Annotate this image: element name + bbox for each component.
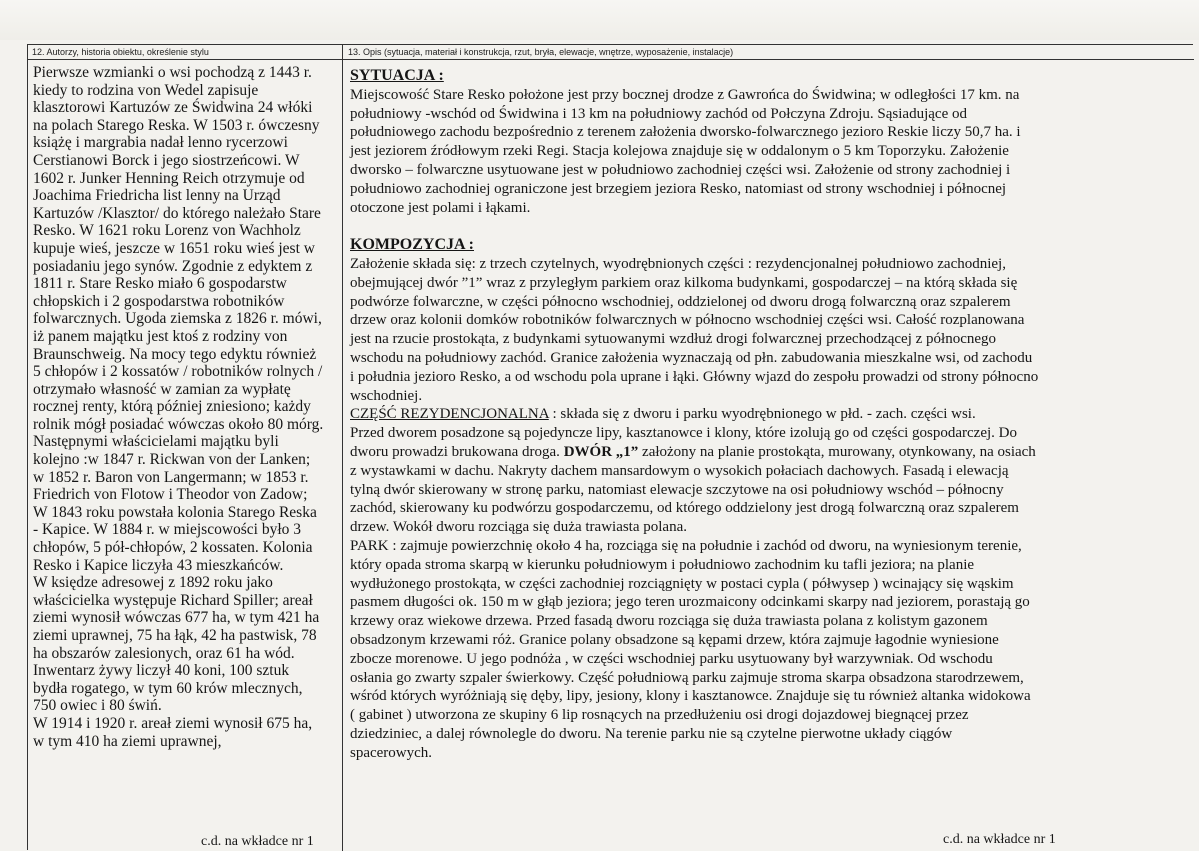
history-line: na polach Starego Reska. W 1503 r. ówczesny (33, 116, 320, 134)
sytuacja-line: dworsko – folwarczne usytuowane jest w południowo zachodniej części wsi. Założenie od strony zachodniej i (350, 161, 1011, 178)
rezydencjonalna-line: Przed dworem posadzone są pojedyncze lipy, kasztanowce i klony, które izolują go od części gospodarczej. Do (350, 425, 1017, 442)
history-line: chłopów, 5 pół-chłopów, 2 kossaten. Kolonia (33, 539, 313, 557)
form-sheet (27, 44, 1193, 850)
history-line: folwarcznych. Ugoda ziemska z 1826 r. mówi, (33, 310, 322, 328)
header-authors-history: 12. Autorzy, historia obiektu, określenie stylu (32, 47, 209, 57)
kompozycja-line: i południa jezioro Resko, a od wschodu pola uprane i łąki. Główny wjazd do zespołu prowadzi od strony północno (350, 368, 1039, 385)
history-line: otrzymało własność w zamian za wypłatę (33, 380, 291, 398)
park-line: krzewy oraz wiekowe drzewa. Przed fasadą dworu rozciąga się duża trawiasta polana z kolistym gazonem (350, 613, 988, 630)
sytuacja-line: południowo zachodniej ograniczone jest brzegiem jeziora Resko, natomiast od strony wschodniej i północnej (350, 180, 1007, 197)
heading-kompozycja: KOMPOZYCJA : (350, 236, 474, 254)
park-line: dziedziniec, a dalej równolegle do dworu. Na terenie parku nie są czytelne pierwotne układy ciągów (350, 725, 953, 742)
history-line: bydła rogatego, w tym 60 krów mlecznych, (33, 679, 303, 697)
history-line: klasztorowi Kartuzów ze Świdwina 24 włóki (33, 99, 313, 117)
dwor-pre: dworu prowadzi brukowana droga. (350, 443, 564, 460)
history-line: kupuje wieś, jeszcze w 1651 roku wieś jest w (33, 239, 315, 257)
rezydencjonalna-rest: : składa się z dworu i parku wyodrębnionego w płd. - zach. części wsi. (548, 406, 976, 423)
park-line: wśród których wyróżniają się dęby, lipy, jesiony, klony i kasztanowce. Znajduje się tu również altanka widokowa (350, 688, 1031, 705)
kompozycja-line: jest na rzucie prostokąta, z budynkami sytuowanymi wzdłuż drogi folwarcznej przechodzącej z północnego (350, 331, 997, 348)
description-column (350, 67, 1170, 762)
park-line: spacerowych. (350, 744, 433, 761)
history-line: Braunschweig. Na mocy tego edyktu również (33, 345, 317, 363)
history-line: Friedrich von Flotow i Theodor von Zadow; (33, 486, 308, 504)
history-line: ziemi wynosił wówczas 677 ha, w tym 421 ha (33, 609, 320, 627)
history-line: kolejno :w 1847 r. Rickwan von der Lanken; (33, 451, 311, 469)
park-line: obsadzonym krzewami róż. Granice polany obsadzone są kępami drzew, która zajmuje łagodnie wyniesione (350, 631, 999, 648)
park-line: wydłużonego prostokąta, w części zachodniej rozciągnięty w postaci cypla ( półwysep ) wcinający się wąskim (350, 575, 1014, 592)
history-line: kiedy to rodzina von Wedel zapisuje (33, 81, 259, 99)
history-line: W 1843 roku powstała kolonia Starego Reska (33, 503, 317, 521)
sytuacja-text (350, 86, 1170, 218)
history-line: Resko i Kapice liczyła 43 mieszkańców. (33, 556, 284, 574)
dwor-post: założony na planie prostokąta, murowany, otynkowany, na osiach (638, 443, 1036, 460)
history-line: Pierwsze wzmianki o wsi pochodzą z 1443 r. (33, 64, 312, 81)
history-line: ziemi uprawnej, 75 ha łąk, 42 ha pastwisk, 78 (33, 627, 317, 644)
sytuacja-line: południowy -wschód od Świdwina i 13 km na południowy zachód od Połczyna Zdroju. Sąsiadujące od (350, 105, 967, 122)
history-line: Resko. W 1621 roku Lorenz von Wachholz (33, 222, 301, 240)
park-line: pasmem długości ok. 150 m w głąb jeziora; jego teren urozmaicony odcinkami skarpy nad jeziorem, porastają go (350, 594, 1030, 611)
history-line: ha obszarów zalesionych, oraz 61 ha wód. (33, 644, 295, 662)
paragraph-gap (350, 217, 1170, 236)
column-divider (342, 45, 343, 851)
kompozycja-line: Założenie składa się: z trzech czytelnych, wyodrębnionych części : rezydencjonalnej południowo zachodniej, (350, 255, 1006, 272)
park-line: ( gabinet ) utworzona ze skupiny 6 lip rosnących na przedłużeniu osi drogi dojazdowej biegnącej przez (350, 707, 969, 724)
continuation-note-right: c.d. na wkładce nr 1 (943, 832, 1056, 847)
history-line: 5 chłopów i 2 kossatów / robotników rolnych / (33, 363, 323, 381)
rezydencjonalna-line: zachód, skierowany ku podwórzu gospodarczemu, od którego oddzielony jest drogą folwarczną oraz szpalerem (350, 500, 1019, 517)
sytuacja-line: południowego zachodu bezpośrednio z terenem założenia dworsko-folwarcznego jezioro Reskie liczy 50,7 ha. i (350, 124, 1021, 141)
history-line: 1811 r. Stare Resko miało 6 gospodarstw (33, 275, 287, 293)
history-line: Joachima Friedricha list lenny na Urząd (33, 187, 281, 205)
history-line: 750 owiec i 80 świń. (33, 697, 162, 715)
history-line: w tym 410 ha ziemi uprawnej, (33, 732, 222, 750)
history-line: w 1852 r. Baron von Langermann; w 1853 r. (33, 468, 309, 486)
kompozycja-line: wschodu na południowy zachód. Granice założenia wyznaczają od płn. zabudowania mieszkalne wsi, od zachodu (350, 349, 1033, 366)
park-line: zbocze morenowe. U jego podnóża , w części wschodniej parku usytuowany był warzywniak. Od wschodu (350, 650, 993, 667)
history-line: posiadaniu jego synów. Zgodnie z edyktem z (33, 257, 313, 275)
history-line: 1602 r. Junker Henning Reich otrzymuje od (33, 169, 305, 187)
history-line: iż panem majątku jest ktoś z rodziny von (33, 327, 288, 345)
sytuacja-line: Miejscowość Stare Resko położone jest przy bocznej drodze z Gawrońca do Świdwina; w odległości 17 km. na (350, 86, 1020, 103)
rezydencjonalna-line: drzew. Wokół dworu rozciąga się duża trawiasta polana. (350, 519, 687, 536)
rezydencjonalna-line: tylną dwór skierowany w stronę parku, natomiast elewacje szczytowe na osi południowy wschód – północny (350, 481, 1004, 498)
history-line: rolnik mógł posiadać wówczas około 80 mórg. (33, 415, 324, 433)
kompozycja-line: obejmującej dwór ”1” wraz z przyległym parkiem oraz kilkoma budynkami, gospodarczej – na którą składa się (350, 274, 1018, 291)
history-line: rocznej renty, którą później zniesiono; każdy (33, 398, 311, 416)
sytuacja-line: otoczone jest polami i łąkami. (350, 199, 531, 216)
kompozycja-line: drzew oraz kolonii domków robotników folwarcznych w północno wschodniej części wsi. Całość rozplanowana (350, 312, 1025, 329)
history-line: W księdze adresowej z 1892 roku jako (33, 574, 273, 592)
history-line: Cerstianowi Borck i jego siostrzeńcowi. W (33, 151, 300, 169)
history-line: chłopskich i 2 gospodarstwa robotników (33, 292, 285, 310)
rezydencjonalna-text-b (350, 462, 1170, 537)
park-line: który opada stroma skarpą w kierunku południowym i południowo zachodnim ku tafli jeziora; na planie (350, 556, 975, 573)
rezydencjonalna-text-a (350, 424, 1170, 443)
header-rule (28, 59, 1194, 60)
history-line: książę i margrabia nadał lenno rycerzowi (33, 134, 288, 152)
kompozycja-line: podwórze folwarczne, w części północno wschodniej, oddzielonej od dworu drogą folwarczną oraz szpalerem (350, 293, 1011, 310)
header-description: 13. Opis (sytuacja, materiał i konstrukcja, rzut, bryła, elewacje, wnętrze, wyposażenie, instalacje) (348, 47, 734, 57)
history-line: - Kapice. W 1884 r. w miejscowości było 3 (33, 521, 302, 539)
rezydencjonalna-line: z wystawkami w dachu. Nakryty dachem mansardowym o wysokich połaciach dachowych. Fasadą i elewacją (350, 462, 1009, 479)
rezydencjonalna-label: CZĘŚĆ REZYDENCJONALNA (350, 406, 549, 423)
park-line: PARK : zajmuje powierzchnię około 4 ha, rozciąga się na południe i zachód od dworu, na wyniesionym terenie, (350, 537, 1022, 554)
heading-sytuacja: SYTUACJA : (350, 67, 444, 84)
history-line: Inwentarz żywy liczył 40 koni, 100 sztuk (33, 662, 290, 680)
kompozycja-line: wschodniej. (350, 387, 423, 404)
dwor-line (350, 443, 1170, 462)
history-line: Następnymi właścicielami majątku byli (33, 433, 279, 451)
history-line: Kartuzów /Klasztor/ do którego należało Stare (33, 204, 321, 222)
continuation-note-left: c.d. na wkładce nr 1 (201, 834, 314, 849)
history-line: właścicielka występuje Richard Spiller; areał (33, 591, 313, 609)
park-line: osłania go zwarty szpaler świerkowy. Część południową parku zajmuje stroma skarpa obsadzona starodrzewem, (350, 669, 1024, 686)
history-line: W 1914 i 1920 r. areał ziemi wynosił 675 ha, (33, 714, 313, 732)
park-text (350, 537, 1170, 763)
scan-top-margin (0, 0, 1199, 40)
history-column (33, 64, 339, 750)
dwor-label: DWÓR „1” (563, 443, 639, 460)
rezydencjonalna-line (350, 405, 1170, 424)
kompozycja-text (350, 255, 1170, 405)
sytuacja-line: jest jeziorem źródłowym rzeki Regi. Stacja kolejowa znajduje się w oddalonym o 5 km Toporzyku. Założenie (350, 143, 1009, 160)
